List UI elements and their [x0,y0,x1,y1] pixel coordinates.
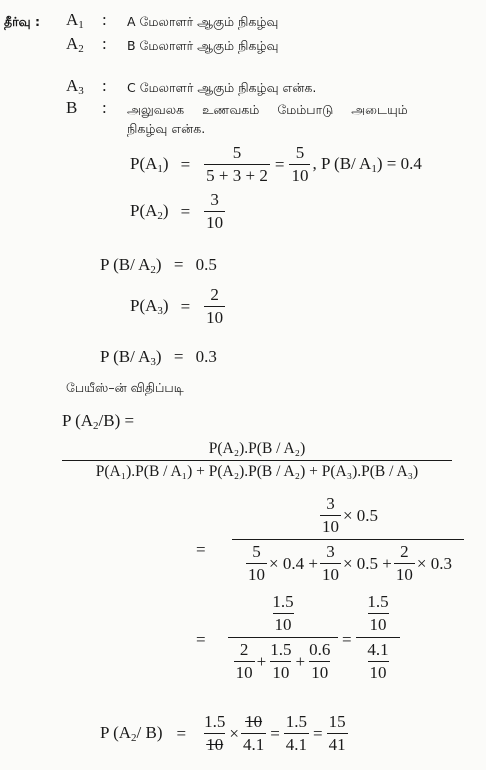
step1-numerator: $\frac{3}{10}$ × 0.5 [321,494,379,536]
eq-p-a2 [130,190,227,233]
def-a3-symbol: $A_3$ [66,76,84,97]
times-sign: × [229,723,239,743]
def-b-text-line2: நிகழ்வு என்க. [127,121,206,136]
fraction: $\frac{1.5}{10}$ [204,712,226,754]
fraction: $\frac{3}{10}$ [321,494,339,536]
def-a2-symbol: $A_2$ [66,34,84,55]
eq-p-a3 [130,285,227,328]
equals-sign: = [313,723,323,743]
fraction: $\frac{1.5}{10}$ [272,592,294,634]
fraction: $\frac{2}{10}$ [235,640,253,682]
eq-p-a2-lhs: $P(A_2)$ [130,201,169,222]
bayes-lhs: P $(A_2/B)$ = [62,411,135,432]
step2-equals-2: = [342,630,352,649]
def-a2-colon: : [102,34,107,53]
def-a1-colon: : [102,10,107,29]
fraction: $\frac{5}{10}$ [248,542,266,584]
def-b-text: அலுவலக உணவகம் மேம்பாடு அடையும் [127,102,408,117]
fraction: $\frac{3}{10}$ [321,542,339,584]
fraction: $\frac{3}{10}$ [206,190,224,232]
final-result [100,712,350,755]
step2-result-numerator [356,592,400,637]
fraction: $\frac{1.5}{10}$ [367,592,389,634]
fraction: $\frac{0.6}{10}$ [309,640,331,682]
step2-denominator: $\frac{2}{10}$ + $\frac{1.5}{10}$ + $\frac{0.6}{10}$ [228,637,338,683]
equals-sign: = [180,201,191,221]
equals-sign: = [180,296,191,316]
def-a3-colon: : [102,76,107,95]
bayes-rule-label: பேயீஸ்–ன் விதிப்படி [66,380,184,395]
solution-label: தீர்வு : [4,14,40,29]
bayes-numerator: P(A₂).P(B / A₂) [208,440,306,457]
def-a2-text: B மேலாளர் ஆகும் நிகழ்வு [127,38,279,53]
def-a1-symbol: $A_1$ [66,10,84,31]
step2-equals: = [196,630,206,649]
def-a1-text: A மேலாளர் ஆகும் நிகழ்வு [127,14,279,29]
fraction: $\frac{15}{41}$ [328,712,346,754]
fraction: $\frac{1.5}{10}$ [270,640,292,682]
fraction: $\frac{5}{10}$ [291,143,309,185]
step2-result-fraction [356,592,400,683]
step1-equals: = [196,540,206,559]
step1-denominator: $\frac{5}{10}$ × 0.4 + $\frac{3}{10}$ × 0.5 + $\frac{2}{10}$ × 0.3 [232,539,464,585]
bayes-formula [62,440,452,481]
step2-result-denominator [356,637,400,683]
fraction: $\frac{10}{4.1}$ [242,712,265,754]
def-b-symbol: B [66,98,78,117]
fraction: $\frac{1.5}{4.1}$ [285,712,308,754]
eq-p-a1 [130,143,422,186]
step2-fraction [228,592,338,683]
final-lhs: P ($A_2/$ B) [100,723,163,744]
fraction: $\frac{2}{10}$ [206,285,224,327]
eq-p-a3-lhs: $P(A_3)$ [130,296,169,317]
eq-p-b-a1: , P (B/ $A_1) = 0.4$ [312,154,422,175]
bayes-denominator: P(A₁).P(B / A₁) + P(A₂).P(B / A₂) + P(A₃).P(B / A₃) [62,460,452,481]
fraction: $\frac{4.1}{10}$ [367,640,389,682]
equals-sign: = [180,154,191,174]
eq-p-a1-lhs: $P(A_1)$ [130,154,169,175]
fraction: $\frac{5}{5 + 3 + 2}$ [206,143,268,185]
equals-sign: = [274,154,285,174]
step2-numerator [228,592,338,637]
def-a3-text: C மேலாளர் ஆகும் நிகழ்வு என்க. [127,80,317,95]
eq-p-b-a3: P (B/ $A_3) = 0.3$ [100,347,217,368]
equals-sign: = [176,723,187,743]
def-b-colon: : [102,98,107,117]
equals-sign: = [270,723,280,743]
fraction: $\frac{2}{10}$ [395,542,413,584]
eq-p-b-a2: P (B/ $A_2) = 0.5$ [100,255,217,276]
step1-fraction [232,494,464,585]
